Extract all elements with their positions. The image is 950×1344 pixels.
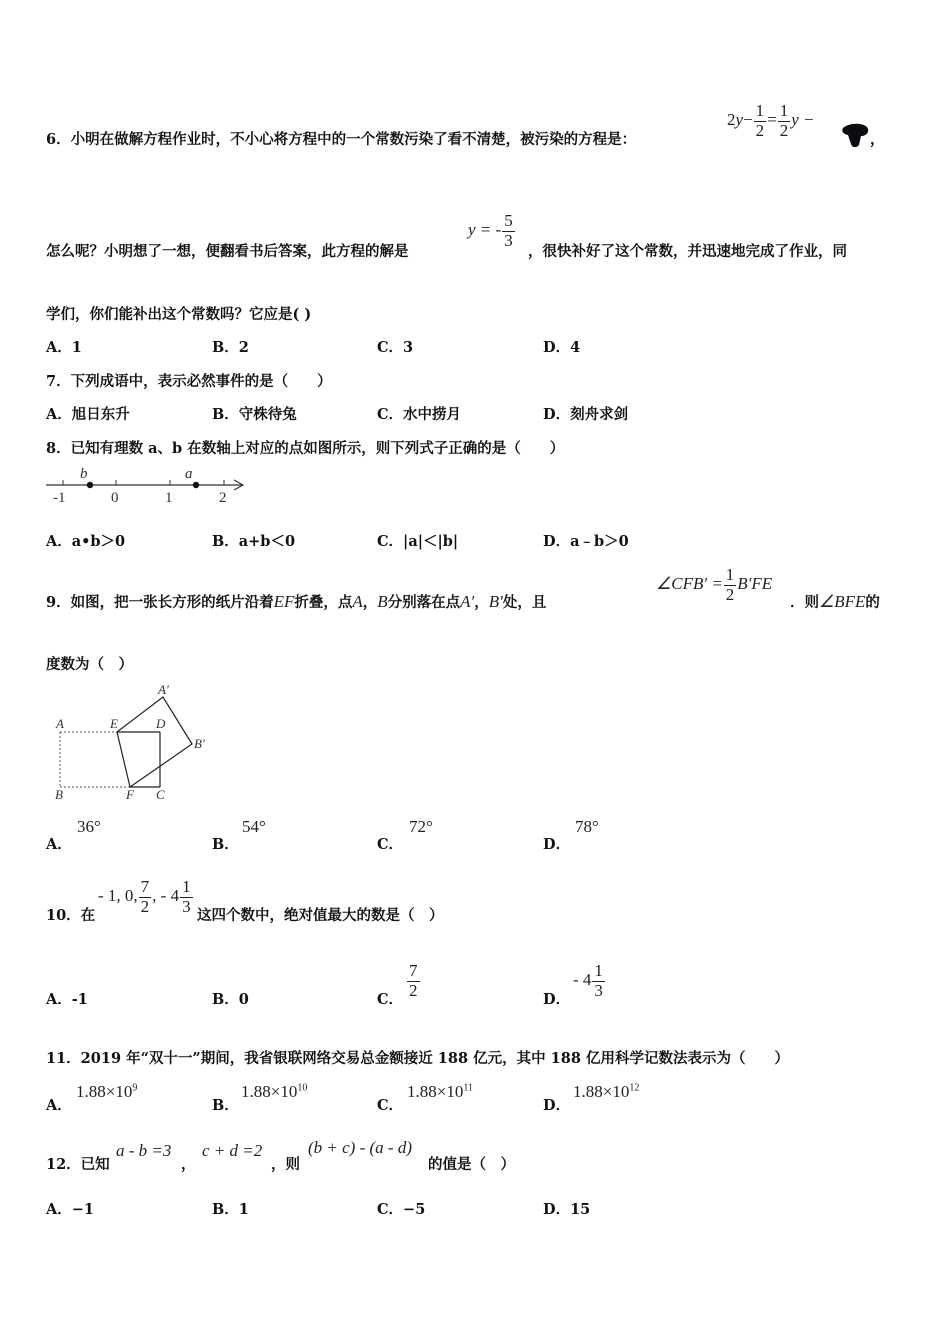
q12-expression: (b + c) - (a - d) <box>308 1138 412 1157</box>
q12-comma: ， <box>181 1156 196 1173</box>
tick-label: 2 <box>219 490 227 505</box>
q12-stem-end: 的值是（ ） <box>428 1156 515 1173</box>
q8-option-a[interactable]: A．a•b＞0 <box>46 533 126 550</box>
q6-tail-comma: ， <box>870 131 885 148</box>
q12-option-c[interactable]: C．−5 <box>377 1201 426 1218</box>
q6-option-b[interactable]: B．2 <box>212 339 249 356</box>
point-b <box>87 482 93 488</box>
q9-option-a[interactable]: A． <box>46 836 72 853</box>
q10-option-d[interactable]: D． <box>543 991 571 1008</box>
q10-option-b[interactable]: B．0 <box>212 991 249 1008</box>
q12-option-a[interactable]: A．−1 <box>46 1201 94 1218</box>
q9-stem: 9．如图，把一张长方形的纸片沿着EF折叠，点A，B分别落在点A′，B′处，且 <box>46 592 547 611</box>
q10-option-a[interactable]: A．-1 <box>46 991 88 1008</box>
q8-option-b[interactable]: B．a+b＜0 <box>212 533 296 550</box>
q9-option-d[interactable]: D． <box>543 836 571 853</box>
q7-option-b[interactable]: B．守株待兔 <box>212 406 297 423</box>
q9-option-b-value[interactable]: 54° <box>242 817 266 836</box>
q6-stem-line2-post: ，很快补好了这个常数，并迅速地完成了作业，同 <box>528 243 847 260</box>
ink-smudge <box>840 122 870 152</box>
label-a: A <box>56 716 64 731</box>
q11-option-d-value[interactable]: $1.88\times 10^{12}$ <box>573 1082 640 1101</box>
q10-stem-end: 这四个数中，绝对值最大的数是（ ） <box>197 907 444 924</box>
q6-stem-line1: 6．小明在做解方程作业时，不小心将方程中的一个常数污染了看不清楚，被污染的方程是： <box>46 131 637 148</box>
q11-option-a-value[interactable]: $1.88\times 10^9$ <box>76 1082 138 1101</box>
label-c: C <box>156 787 165 802</box>
point-label-b: b <box>80 466 88 482</box>
q9-option-b[interactable]: B． <box>212 836 239 853</box>
q10-option-d-value[interactable]: - 4 $\frac{1}{3}$ <box>573 961 603 1000</box>
q6-option-d[interactable]: D．4 <box>543 339 581 356</box>
q7-option-d[interactable]: D．刻舟求剑 <box>543 406 629 423</box>
q11-option-c-value[interactable]: $1.88\times 10^{11}$ <box>407 1082 473 1101</box>
q9-option-c-value[interactable]: 72° <box>409 817 433 836</box>
q6-option-c[interactable]: C．3 <box>377 339 414 356</box>
q6-stem-line3: 学们，你们能补出这个常数吗？它应是( ) <box>46 306 312 323</box>
q8-option-d[interactable]: D．a﹣b＞0 <box>543 533 629 550</box>
tick-label: 1 <box>165 490 173 505</box>
q6-solution: y = - $\frac{5}{3}$ <box>468 211 513 250</box>
q11-option-b[interactable]: B． <box>212 1097 239 1114</box>
q9-stem-line2: 度数为（ ） <box>46 656 133 673</box>
q8-option-c[interactable]: C．|a|＜|b| <box>377 533 459 550</box>
q9-stem-tail: ．则∠BFE的 <box>790 592 880 611</box>
q9-option-c[interactable]: C． <box>377 836 404 853</box>
fold-figure <box>50 682 215 802</box>
tick-label: 0 <box>111 490 119 505</box>
point-a <box>193 482 199 488</box>
q11-option-c[interactable]: C． <box>377 1097 404 1114</box>
label-e: E <box>110 716 118 731</box>
label-a-prime: A′ <box>158 682 169 697</box>
q7-stem: 7．下列成语中，表示必然事件的是（ ） <box>46 373 332 390</box>
q7-option-a[interactable]: A．旭日东升 <box>46 406 130 423</box>
q9-angle-condition: ∠CFB′ = $\frac{1}{2}$ B′FE <box>656 565 773 604</box>
label-d: D <box>156 716 166 731</box>
label-b: B <box>55 787 63 802</box>
q11-option-d[interactable]: D． <box>543 1097 571 1114</box>
q11-stem: 11．2019 年“双十一”期间，我省银联网络交易总金额接近 188 亿元，其中 188 亿用科学记数法表示为（ ） <box>46 1050 789 1067</box>
folded-part <box>117 697 192 787</box>
point-label-a: a <box>185 466 193 482</box>
q7-option-c[interactable]: C．水中捞月 <box>377 406 462 423</box>
q6-option-a[interactable]: A．1 <box>46 339 82 356</box>
q12-option-d[interactable]: D．15 <box>543 1201 591 1218</box>
q6-equation: 2y− $\frac{1}{2}$ = $\frac{1}{2}$ y − <box>727 101 815 140</box>
number-line-figure <box>44 463 249 505</box>
q10-stem-start: 10．在 <box>46 907 96 924</box>
q12-then: ，则 <box>271 1156 300 1173</box>
q12-stem-start: 12．已知 <box>46 1156 110 1173</box>
q12-condition-1: a - b =3 <box>116 1141 172 1160</box>
q9-option-d-value[interactable]: 78° <box>575 817 599 836</box>
q6-stem-line2: 怎么呢？小明想了一想，便翻看书后答案，此方程的解是 <box>46 243 409 260</box>
q8-stem: 8．已知有理数 a、b 在数轴上对应的点如图所示，则下列式子正确的是（ ） <box>46 440 565 457</box>
q9-option-a-value[interactable]: 36° <box>77 817 101 836</box>
label-f: F <box>126 787 134 802</box>
q10-number-list: - 1, 0, $\frac{7}{2}$ , - 4 $\frac{1}{3}$ <box>98 877 191 916</box>
tick-label: -1 <box>53 490 66 505</box>
label-b-prime: B′ <box>194 736 205 751</box>
q10-option-c-value[interactable]: $\frac{7}{2}$ <box>409 961 418 1000</box>
q11-option-b-value[interactable]: $1.88\times 10^{10}$ <box>241 1082 308 1101</box>
q12-condition-2: c + d =2 <box>202 1141 263 1160</box>
q12-option-b[interactable]: B．1 <box>212 1201 249 1218</box>
q11-option-a[interactable]: A． <box>46 1097 72 1114</box>
q10-option-c[interactable]: C． <box>377 991 404 1008</box>
